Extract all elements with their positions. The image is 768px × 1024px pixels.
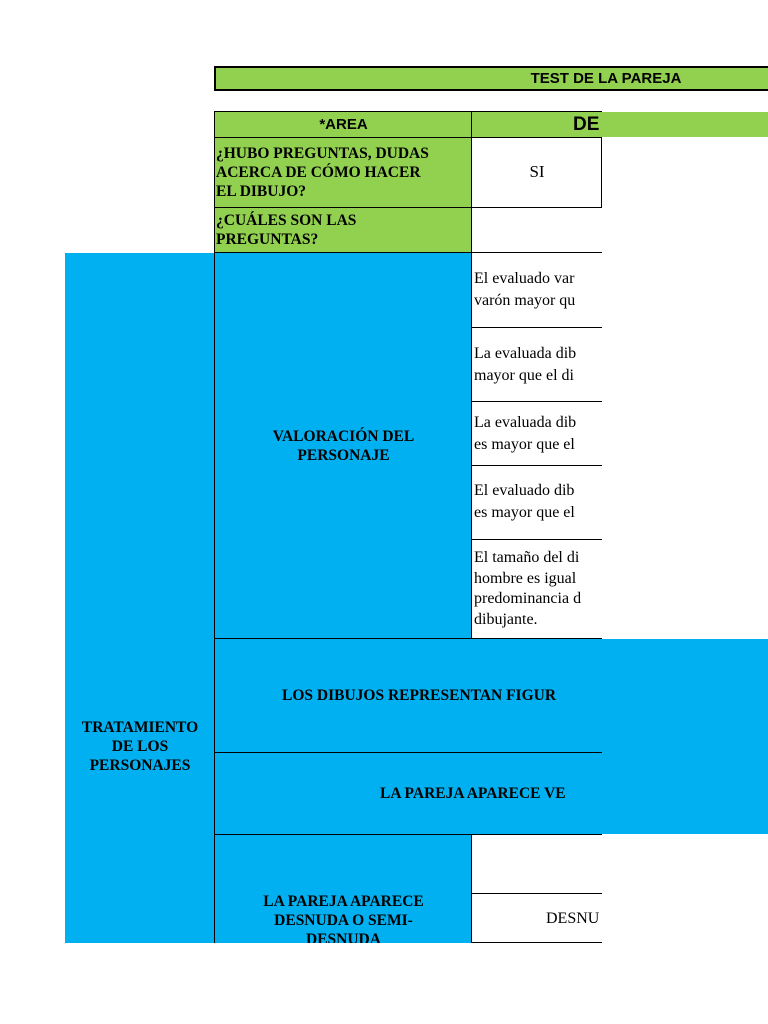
de-header — [472, 112, 768, 137]
desnuda-option-1 — [472, 834, 602, 894]
grid-line — [214, 207, 602, 208]
grid-line — [472, 942, 602, 943]
valoracion-item-5: El tamaño del di hombre es igual predominancia d dibujante. — [474, 549, 582, 628]
row-figuras — [215, 639, 768, 753]
grid-line — [472, 893, 602, 894]
grid-line — [472, 465, 602, 466]
grid-line — [214, 752, 602, 753]
valoracion-label: VALORACIÓN DEL PERSONAJE — [215, 253, 472, 639]
grid-line — [214, 137, 602, 138]
question-1-label: ¿HUBO PREGUNTAS, DUDAS ACERCA DE CÓMO HACER EL DIBUJO? — [215, 137, 472, 207]
area-header-label: *AREA — [319, 116, 368, 133]
grid-line — [471, 834, 472, 943]
grid-line — [214, 834, 602, 835]
valoracion-item-2: La evaluada dib mayor que el di — [474, 345, 577, 384]
question-1-answer — [472, 137, 602, 207]
grid-line — [214, 252, 602, 253]
grid-line — [214, 638, 602, 639]
valoracion-item-4: El evaluado dib es mayor que el — [474, 482, 575, 521]
area-header — [215, 112, 472, 137]
grid-line — [601, 137, 602, 208]
row-vestida — [215, 753, 768, 834]
grid-line — [472, 401, 602, 402]
question-2-label: ¿CUÁLES SON LAS PREGUNTAS? — [215, 207, 472, 253]
grid-line — [472, 327, 602, 328]
desnuda-label: LA PAREJA APARECE DESNUDA O SEMI- DESNUDA — [215, 834, 472, 943]
desnuda-option-2-text: DESNU — [546, 910, 600, 927]
row-vestida-text: LA PAREJA APARECE VE — [380, 785, 566, 802]
grid-line — [214, 111, 215, 943]
right-clip-top — [602, 137, 768, 639]
grid-line — [214, 111, 602, 112]
valoracion-item-1: El evaluado var varón mayor qu — [474, 270, 576, 309]
question-1-answer-text: SI — [529, 162, 545, 181]
question-2-answer — [472, 207, 602, 253]
desnuda-option-2 — [472, 894, 602, 943]
grid-line — [472, 539, 602, 540]
page-title-text: TEST DE LA PAREJA — [530, 70, 682, 87]
right-clip-bottom — [602, 834, 768, 1024]
de-header-label: DE — [573, 114, 600, 135]
page-title — [214, 66, 768, 91]
row-figuras-text: LOS DIBUJOS REPRESENTAN FIGUR — [282, 687, 557, 704]
valoracion-item-3: La evaluada dib es mayor que el — [474, 414, 577, 453]
grid-line — [471, 111, 472, 638]
section-tratamiento: TRATAMIENTO DE LOS PERSONAJES — [65, 253, 215, 943]
